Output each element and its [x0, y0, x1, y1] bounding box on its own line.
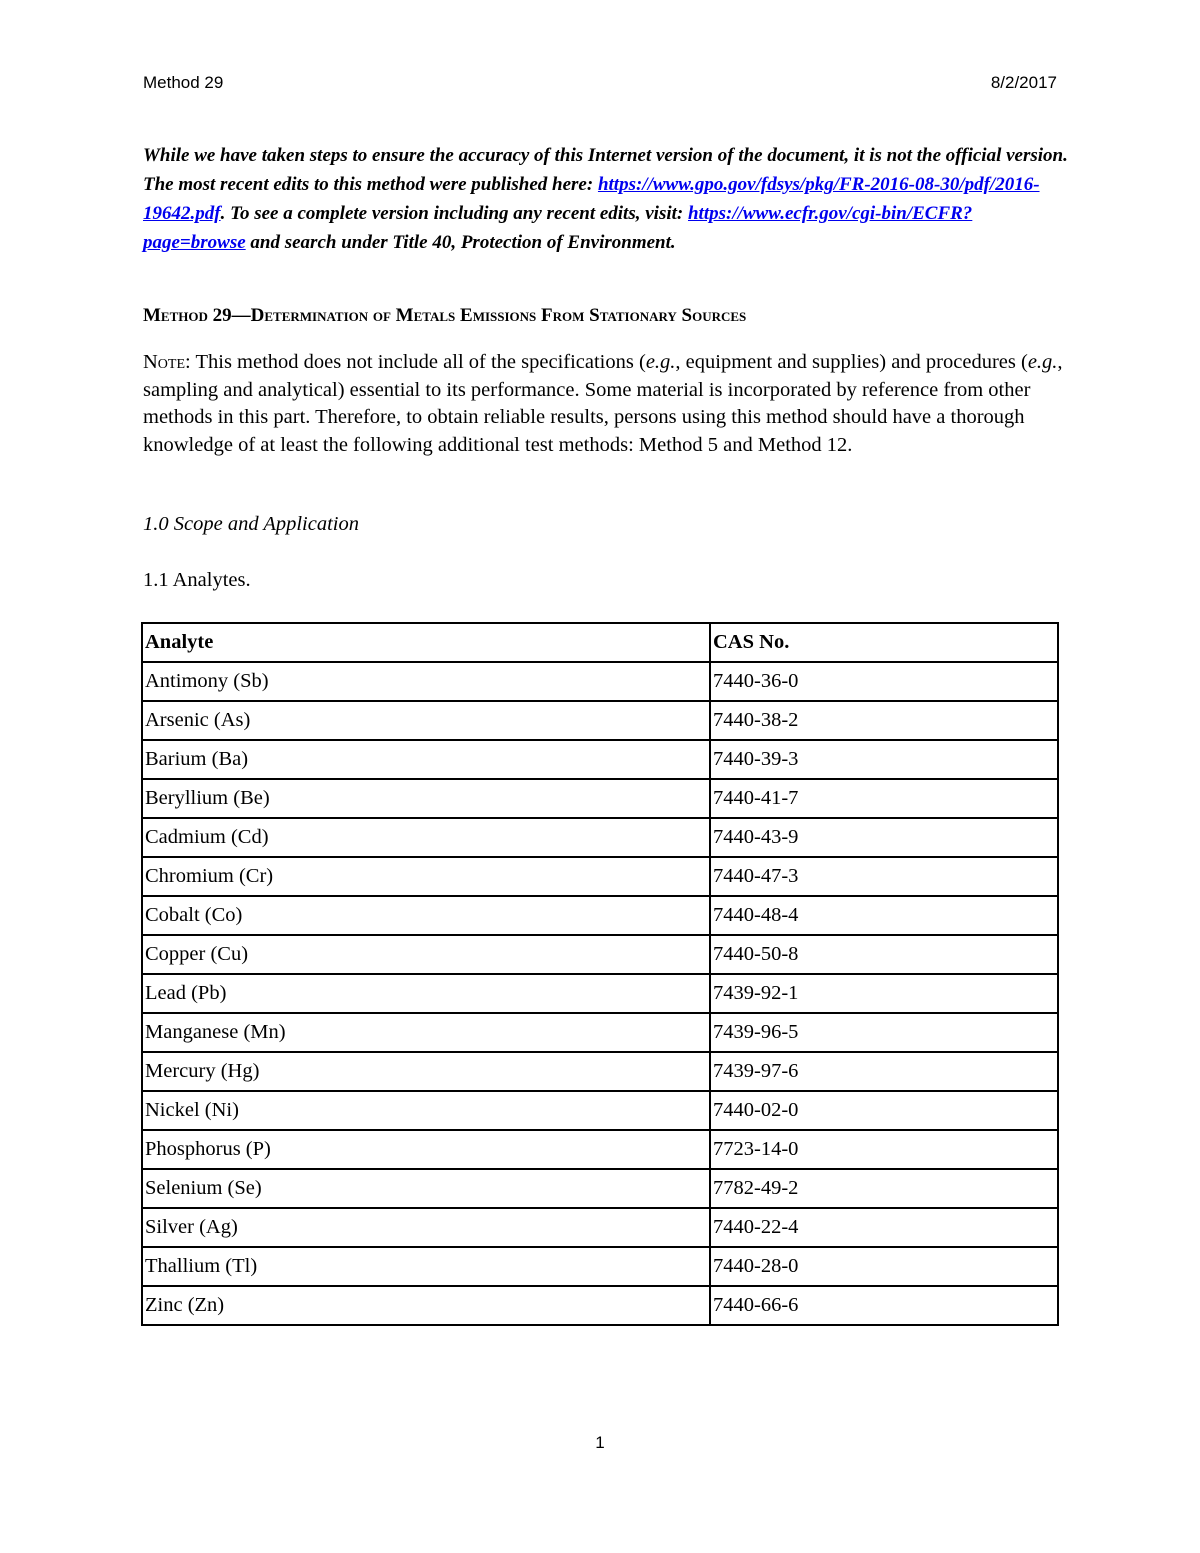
analyte-cell: Beryllium (Be): [142, 779, 710, 818]
header-date: 8/2/2017: [990, 73, 1057, 92]
disclaimer-text-3: and search under Title 40, Protection of Environment.: [245, 232, 676, 253]
cas-number-cell: 7440-43-9: [710, 818, 1058, 857]
analyte-cell: Selenium (Se): [142, 1169, 710, 1208]
cas-number-cell: 7440-22-4: [710, 1208, 1058, 1247]
disclaimer-paragraph: [143, 141, 1073, 257]
cas-number-cell: 7440-47-3: [710, 857, 1058, 896]
cas-number-cell: 7439-97-6: [710, 1052, 1058, 1091]
note-label: Note: [143, 351, 186, 373]
table-row: [142, 818, 1058, 857]
gpo-link[interactable]: https://www.gpo.gov/fdsys/pkg/FR-2016-08-30/pdf/2016-19642.pdf: [143, 174, 1040, 224]
cas-number-cell: 7440-38-2: [710, 701, 1058, 740]
table-header-row: [142, 623, 1058, 662]
cas-number-cell: 7440-39-3: [710, 740, 1058, 779]
method-title: [143, 305, 746, 327]
cas-number-cell: 7439-92-1: [710, 974, 1058, 1013]
cas-number-cell: 7440-50-8: [710, 935, 1058, 974]
table-row: [142, 896, 1058, 935]
analyte-cell: Barium (Ba): [142, 740, 710, 779]
analytes-table: [141, 622, 1059, 1326]
ecfr-link[interactable]: https://www.ecfr.gov/cgi-bin/ECFR?page=browse: [143, 203, 973, 253]
analyte-cell: Nickel (Ni): [142, 1091, 710, 1130]
analyte-cell: Arsenic (As): [142, 701, 710, 740]
table-row: [142, 935, 1058, 974]
note-text-b: , equipment and supplies) and procedures (: [675, 351, 1028, 373]
table-row: [142, 701, 1058, 740]
cas-number-cell: 7440-41-7: [710, 779, 1058, 818]
table-row: [142, 1013, 1058, 1052]
subsection-heading: 1.1 Analytes.: [143, 569, 251, 591]
table-row: [142, 1169, 1058, 1208]
analyte-cell: Manganese (Mn): [142, 1013, 710, 1052]
note-eg-1: e.g.: [645, 351, 676, 373]
analyte-cell: Copper (Cu): [142, 935, 710, 974]
method-title-prefix: Method 29: [143, 305, 232, 326]
table-row: [142, 1052, 1058, 1091]
note-colon: :: [185, 351, 196, 373]
cas-number-cell: 7440-48-4: [710, 896, 1058, 935]
table-row: [142, 857, 1058, 896]
table-row: [142, 662, 1058, 701]
disclaimer-text-2: . To see a complete version including any recent edits, visit:: [220, 203, 688, 224]
page-number: 1: [595, 1433, 605, 1452]
section-heading: 1.0 Scope and Application: [143, 513, 359, 535]
disclaimer-text-1: While we have taken steps to ensure the accuracy of this Internet version of the document, it is not the official version. The most recent edits to this method were published here:: [143, 145, 1068, 195]
header-cas-no: CAS No.: [710, 623, 1058, 662]
header-title: Method 29: [143, 73, 224, 92]
cas-number-cell: 7440-66-6: [710, 1286, 1058, 1325]
analyte-cell: Mercury (Hg): [142, 1052, 710, 1091]
cas-number-cell: 7723-14-0: [710, 1130, 1058, 1169]
cas-number-cell: 7782-49-2: [710, 1169, 1058, 1208]
table-row: [142, 1208, 1058, 1247]
table-row: [142, 1130, 1058, 1169]
note-paragraph: [143, 349, 1063, 459]
method-title-dash: —: [231, 305, 251, 326]
analyte-cell: Cadmium (Cd): [142, 818, 710, 857]
note-eg-2: e.g.: [1027, 351, 1058, 373]
analyte-cell: Cobalt (Co): [142, 896, 710, 935]
table-row: [142, 779, 1058, 818]
analyte-cell: Lead (Pb): [142, 974, 710, 1013]
table-row: [142, 1247, 1058, 1286]
cas-number-cell: 7439-96-5: [710, 1013, 1058, 1052]
table-row: [142, 1286, 1058, 1325]
table-row: [142, 1091, 1058, 1130]
analyte-cell: Thallium (Tl): [142, 1247, 710, 1286]
table-row: [142, 740, 1058, 779]
cas-number-cell: 7440-02-0: [710, 1091, 1058, 1130]
analyte-cell: Phosphorus (P): [142, 1130, 710, 1169]
analyte-cell: Antimony (Sb): [142, 662, 710, 701]
cas-number-cell: 7440-28-0: [710, 1247, 1058, 1286]
cas-number-cell: 7440-36-0: [710, 662, 1058, 701]
note-text-a: This method does not include all of the specifications (: [195, 351, 646, 373]
analyte-cell: Zinc (Zn): [142, 1286, 710, 1325]
table-row: [142, 974, 1058, 1013]
note-text-c: , sampling and analytical) essential to its performance. Some material is incorporated by reference from other methods in this part. Therefore, to obtain reliable results, persons using this method should have a thorough knowledge of at least the following additional test methods: Method 5 and Method 12.: [143, 351, 1063, 456]
header-analyte: Analyte: [142, 623, 710, 662]
method-title-rest: Determination of Metals Emissions From Stationary Sources: [250, 305, 747, 326]
analyte-cell: Chromium (Cr): [142, 857, 710, 896]
analyte-cell: Silver (Ag): [142, 1208, 710, 1247]
